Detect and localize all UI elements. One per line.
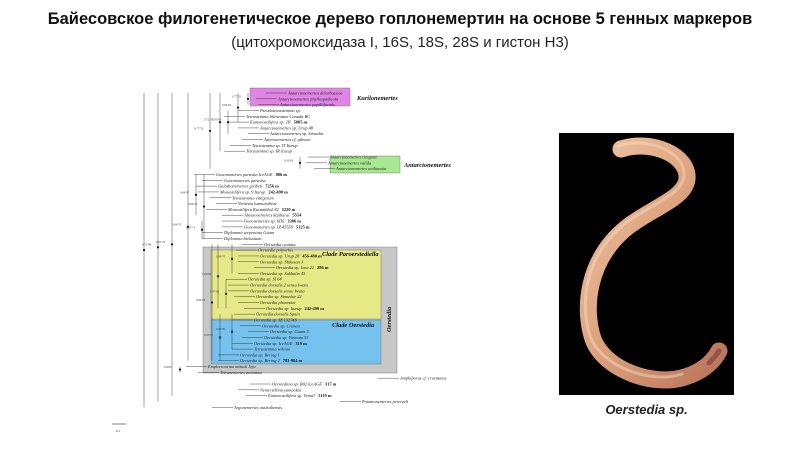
taxon-label: Galathonemertes giribeti [218, 183, 263, 189]
node-support-dot [231, 331, 233, 333]
taxon-label: Tetrastemma bilineatum Canada BC [246, 113, 311, 119]
taxon-label: Antarctonemertes sp. Urup 48 [260, 125, 314, 131]
node-support-dot [227, 121, 229, 123]
taxon-label: Tetrastemma sp. IT Iturup [252, 142, 298, 148]
node-support-label: 0.99/98 [202, 271, 212, 276]
node-support-label: 0.86/55 [188, 201, 198, 206]
taxon-label: Amphiporus cf. cruentatus [400, 375, 447, 381]
taxon-label: Oerstedia sp. Guam 3 [270, 329, 309, 335]
node-support-label: 0.93/97 [212, 117, 222, 122]
taxon-label: Eumonostilifera sp. Vema7 [268, 393, 316, 399]
taxon-label: Emplectonema mitsuii Jeju [208, 364, 256, 370]
node-support-label: 0.89/98 [196, 298, 206, 303]
taxon-label: Vieitezia luzmurubeae [238, 201, 277, 207]
depth-label: 5514 [292, 212, 302, 218]
taxon-label: Antarctonemertes riesgoae [330, 154, 378, 160]
taxon-label: Antarctonemertes unilineata [336, 166, 386, 172]
node-support-dot [247, 98, 249, 100]
node-support-dot [217, 275, 219, 277]
taxon-label: Oerstedia phoresiae [260, 300, 296, 306]
node-support-dot [219, 336, 221, 338]
taxon-label: Oerstedia sp. Shikotan 3 [260, 259, 304, 265]
node-support-dot [231, 258, 233, 260]
depth-label: 5125 m [296, 224, 310, 230]
taxon-label: Oerstedia sp. Iona 22 [276, 265, 315, 271]
clade-label-oerstedia: Oerstedia [386, 306, 393, 332]
taxon-label: Oerstedia ocuiata [264, 241, 296, 247]
taxon-label: Antarctonemertes delarbassiae [288, 90, 343, 96]
depth-label: 242-490 m [268, 189, 288, 195]
depth-label: 242-490 m [304, 305, 324, 311]
node-support-dot [143, 249, 145, 251]
node-support-dot [195, 194, 197, 196]
depth-label: 456-480 m [302, 253, 322, 259]
taxon-label: Tetrastemma wilsoni [254, 346, 291, 352]
taxon-label: Antarctonemertes valida [328, 160, 372, 166]
node-support-label: 0.91/70 [156, 239, 166, 244]
taxon-label: Oerstedia sp. Urup 28 [260, 253, 300, 259]
node-support-dot [225, 293, 227, 295]
node-support-label: 0.97/66 [210, 289, 220, 294]
depth-label: 886 m [275, 171, 287, 177]
taxon-label: Gonomonertes parasita [224, 177, 266, 183]
depth-label: 3306 m [287, 218, 301, 224]
taxon-label: Diplomma bivittatum [224, 236, 262, 241]
node-support-label: 0.77/76 [194, 126, 204, 131]
taxon-label: Tetranemertes antonina [220, 369, 262, 375]
worm-body [588, 146, 719, 380]
taxon-label: Oerstedia sp. Vietnam 33 [264, 334, 309, 340]
taxon-label: Antarctonemertes sp. Simushir [270, 131, 324, 137]
clade-label-kurilonemertes: Kurilonemertes [357, 95, 398, 102]
taxon-label: Potamonemertes percivali [362, 398, 409, 404]
node-support-dot [211, 301, 213, 303]
node-support-dot [171, 243, 173, 245]
taxon-label: Oerstedia polyorbis [258, 247, 294, 253]
taxon-label: Oerstedia sp. IceAGE [254, 340, 293, 346]
node-support-label: 0.93/63 [284, 158, 294, 163]
taxon-label: Oerstedia dorsalis Spain [256, 311, 300, 317]
photo-caption [559, 402, 734, 417]
taxon-label: Monostilifera KurambIo2 82 [228, 206, 279, 212]
node-support-label: 0.77/55 [232, 94, 242, 99]
node-support-dot [237, 106, 239, 108]
slide-subtitle: (цитохромоксидаза I, 16S, 18S, 28S и гистон H3) [231, 34, 569, 51]
taxon-label: Asteronemertes cf. gibsoni [264, 137, 311, 143]
taxon-label: Gononemertes sp. 6DS [244, 218, 285, 224]
taxon-label: Pseudotetrastemma sp. [260, 107, 301, 113]
taxon-label: Monostilifera sp. 9 Iturup [220, 189, 266, 195]
taxon-label: Tetrastemma vittigerum [232, 195, 274, 201]
node-support-dot [179, 368, 181, 370]
depth-label: 783-984 m [282, 358, 303, 364]
node-support-label: 0.98/99 [216, 327, 226, 332]
node-support-dot [201, 229, 203, 231]
taxon-label: Oerstedia dorsalis 2 sensu Iwata [250, 282, 308, 288]
taxon-label: Gonomonertes sp. IZ 45559 [244, 224, 294, 230]
taxon-label: Oerstedia sp. Simushir 22 [256, 294, 302, 300]
node-support-dot [203, 205, 205, 207]
phylogenetic-tree [100, 80, 540, 445]
oerstedia-photo [559, 133, 734, 395]
depth-label: 319 m [295, 340, 307, 346]
taxon-label: Oerstediina sp. B02 IceAGE [272, 381, 322, 387]
taxon-label: Gonomonertes parasita IceAGE [216, 171, 273, 177]
taxon-label: Oerstedia sp. Sakhalin 45 [260, 270, 306, 276]
taxon-label: Oerstedia sp. Iturup [266, 305, 302, 311]
depth-label: 317 m [325, 381, 337, 387]
slide-title: Байесовское филогенетическое дерево гоплонемертин на основе 5 генных маркеров [47, 10, 753, 28]
depth-label: 286 m [317, 265, 329, 271]
taxon-label: Argonemertes australiensis [234, 404, 283, 410]
node-support-label: 0.69/97 [180, 190, 190, 195]
taxon-label: Abyssonemertes kajiharai [244, 212, 290, 218]
clade-label-clade-oerstedia: Clade Oerstedia [332, 322, 375, 329]
taxon-label: Eumonostilifera sp. 2II [250, 119, 291, 125]
node-support-label: 0.95/67 [204, 332, 214, 337]
node-support-label: 0.72/55 [204, 117, 214, 122]
clade-label-antarctonemertes: Antarctonemertes [404, 162, 451, 169]
worm-image [559, 133, 734, 395]
caption-genus: Oerstedia sp. [605, 402, 688, 417]
taxon-label: Oerstedia sp. Bering 2 [240, 358, 280, 364]
node-support-dot [299, 162, 301, 164]
taxon-label: Nemertellina yamaokai [260, 387, 302, 393]
node-support-dot [209, 130, 211, 132]
taxon-label: Oerstedia sp. SI 64 [248, 276, 282, 282]
clade-label-paroerstediella: Clade Paroerstediella [322, 251, 379, 258]
node-support-label: 0.71/88 [142, 242, 152, 247]
taxon-label: Antarctonemertes phyllospadicola [278, 96, 339, 102]
node-support-label: 0.97/73 [186, 225, 196, 230]
taxon-label: Tetrastemma sp. IR Iturup [246, 148, 292, 154]
taxon-label: Oerstedia dorsalis sensu Iwata [250, 288, 305, 294]
node-support-label: 0.99/70 [216, 254, 226, 259]
depth-label: 5005 m [293, 119, 308, 125]
scale-bar-label: 0.1 [116, 429, 121, 433]
node-support-dot [157, 246, 159, 248]
node-support-label: 0.86/92 [222, 103, 232, 108]
taxon-label: Antarctonemertes papilliformis [280, 102, 335, 108]
depth-label: 5119 m [318, 393, 332, 399]
taxon-label: Oerstedia sp. Bering 1 [240, 352, 280, 358]
taxon-label: Oerstedia sp. Crimea [262, 323, 300, 329]
taxon-label: Oerstedia sp. IZ 13274S [254, 317, 297, 323]
taxon-label: Diplomma serpentina Guam [224, 230, 275, 236]
node-support-label: 0.64/70 [172, 222, 182, 227]
depth-label: 5220 m [281, 206, 296, 212]
depth-label: 7256 m [265, 183, 279, 189]
node-support-label: 0.9/62 [164, 364, 172, 369]
